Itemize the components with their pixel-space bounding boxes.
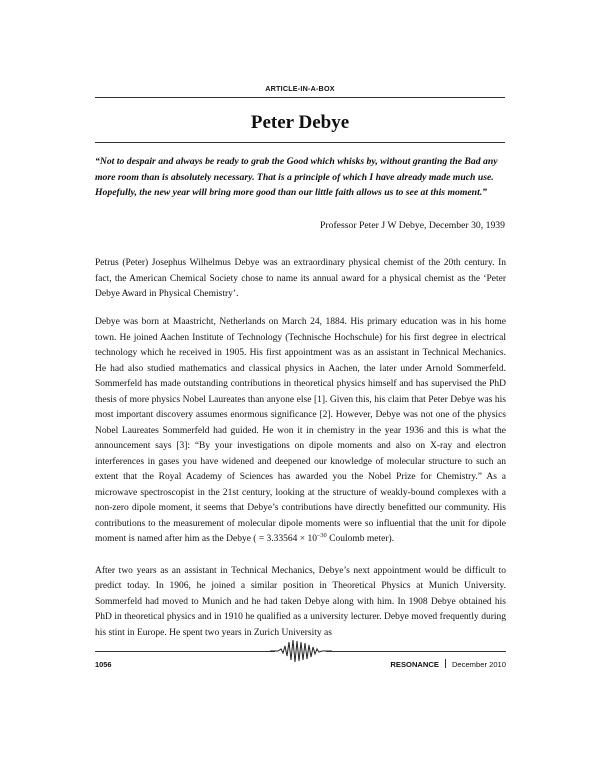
article-body [95, 256, 506, 654]
article-title: Peter Debye [250, 112, 350, 133]
issue-date: December 2010 [451, 660, 506, 669]
epigraph-quote: “Not to despair and always be ready to grab the Good which whisks by, without granting the Bad any more room than is absolutely necessary. That is a principle of which I have already made much use. Hopefully, the new year will bring more good than our little faith allows us to see at this moment.” [95, 156, 498, 198]
waveform-ornament-icon [270, 638, 332, 664]
footer-rule-right [326, 651, 506, 652]
paragraph-3: After two years as an assistant in Technical Mechanics, Debye’s next appointment would be difficult to predict today. In 1906, he joined a similar position in Theoretical Physics at Munich University. Sommerfeld had moved to Munich and he had taken Debye along with him. In 1908 Debye obtained his PhD in theoretical physics and in 1910 he qualified as a university lecturer. Debye moved frequently during his stint in Europe. He spent two years in Zurich University as [95, 565, 506, 638]
page-number: 1056 [95, 660, 112, 669]
paragraph-2 [95, 315, 506, 548]
paragraph-2-text: Debye was born at Maastricht, Netherlands on March 24, 1884. His primary education was in his home town. He joined Aachen Institute of Technology (Technische Hochschule) for his first degree in electrical technology which he received in 1905. His first appointment was as an assistant in Technical Mechanics. He had also studied mathematics and classical physics in Aachen, the later under Arnold Sommerfeld. Sommerfeld has made outstanding contributions in theoretical physics himself and has supervised the PhD thesis of more physics Nobel Laureates than anyone else [1]. Given this, his claim that Peter Debye was his most important discovery assumes enormous significance [2]. However, Debye was not one of the physics Nobel Laureates Sommerfeld had guided. He won it in chemistry in the year 1936 and this is what the announcement says [3]: “By your investigations on dipole moments and also on X-ray and electron interferences in gases you have widened and deepened our knowledge of molecular structure to such an extent that the Royal Academy of Sciences has awarded you the Nobel Prize for Chemistry.” As a microwave spectroscopist in the 21st century, looking at the structure of weakly-bound complexes with a non-zero dipole moment, it seems that Debye’s contributions have directly benefitted our community. His contributions to the measurement of molecular dipole moments were so influential that the unit for dipole moment is named after him as the Debye ( = 3.33564 × 10 [95, 317, 506, 544]
quote-attribution: Professor Peter J W Debye, December 30, 1939 [319, 220, 505, 231]
paragraph-2-unit: Coulomb meter). [326, 534, 395, 544]
header-rule-bottom [95, 142, 505, 143]
journal-separator [445, 659, 446, 668]
header-rule-top [95, 97, 505, 98]
footer-rule-left [95, 651, 275, 652]
section-label: ARTICLE-IN-A-BOX [265, 84, 335, 93]
paragraph-1: Petrus (Peter) Josephus Wilhelmus Debye was an extraordinary physical chemist of the 20th century. In fact, the American Chemical Society chose to name its annual award for a physical chemist as the ‘Peter Debye Award in Physical Chemistry’. [95, 258, 506, 299]
journal-info [390, 659, 506, 669]
journal-name: RESONANCE [390, 660, 439, 669]
paragraph-2-exponent: –30 [317, 531, 327, 539]
